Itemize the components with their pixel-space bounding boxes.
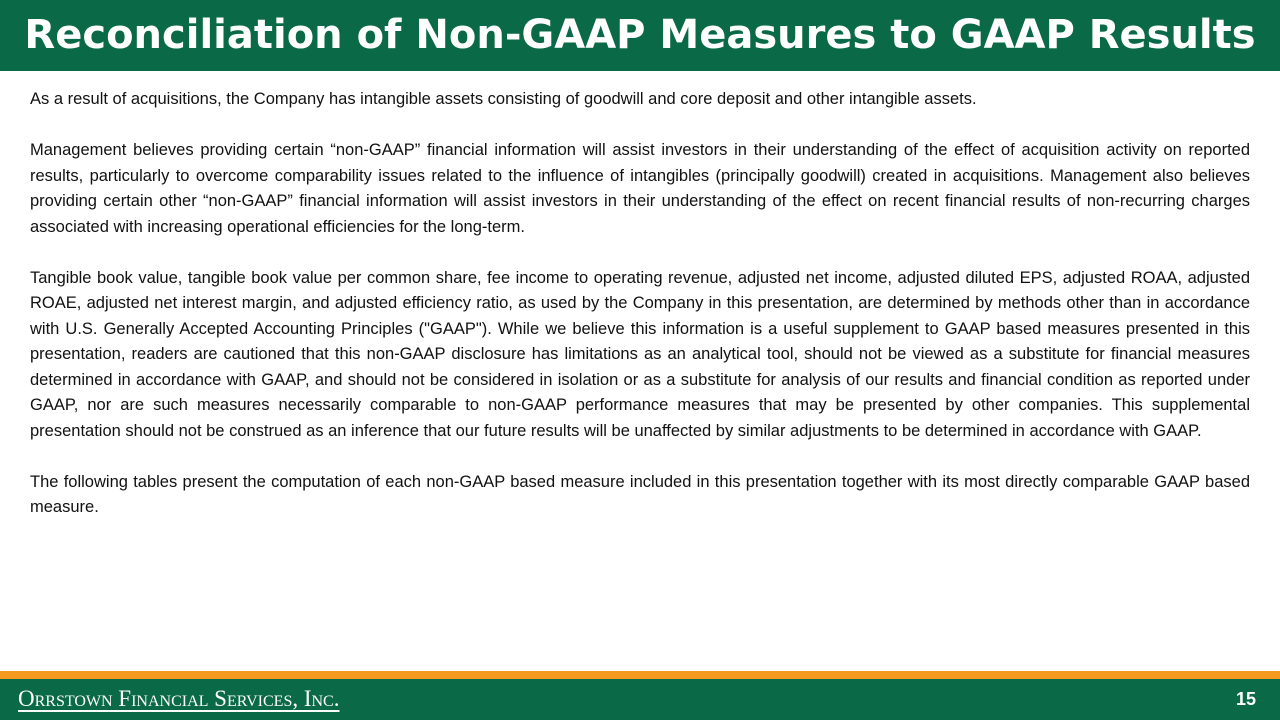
paragraph-measures-disclosure: Tangible book value, tangible book value per common share, fee income to operating revenue, adjusted net income, adjusted diluted EPS, adjusted ROAA, adjusted ROAE, adjusted net interest margin, and adjusted efficiency ratio, as used by the Company in this presentation, are determined by methods other than in accordance with U.S. Generally Accepted Accounting Principles ("GAAP"). While we believe this information is a useful supplement to GAAP based measures presented in this presentation, readers are cautioned that this non-GAAP disclosure has limitations as an analytical tool, should not be viewed as a substitute for financial measures determined in accordance with GAAP, and should not be considered in isolation or as a substitute for analysis of our results and financial condition as reported under GAAP, nor are such measures necessarily comparable to non-GAAP performance measures that may be presented by other companies. This supplemental presentation should not be construed as an inference that our future results will be unaffected by similar adjustments to be determined in accordance with GAAP.	[30, 268, 1250, 440]
company-logo: Orrstown Financial Services, Inc.	[18, 686, 340, 711]
paragraph-tables-intro: The following tables present the computation of each non-GAAP based measure included in this presentation together with its most directly comparable GAAP based measure.	[30, 472, 1250, 516]
footer-accent-line	[0, 671, 1280, 679]
body-text	[30, 87, 1250, 546]
paragraph-management-belief: Management believes providing certain “non-GAAP” financial information will assist investors in their understanding of the effect of acquisition activity on reported results, particularly to overcome comparability issues related to the influence of intangibles (principally goodwill) created in acquisitions. Management also believes providing certain other “non-GAAP” financial information will assist investors in their understanding of the effect on recent financial results of non-recurring charges associated with increasing operational efficiencies for the long-term.	[30, 141, 1250, 236]
page-number: 15	[1235, 689, 1256, 709]
slide-title: Reconciliation of Non-GAAP Measures to GAAP Results	[24, 12, 1256, 58]
paragraph-acquisitions: As a result of acquisitions, the Company has intangible assets consisting of goodwill and core deposit and other intangible assets.	[30, 90, 977, 108]
